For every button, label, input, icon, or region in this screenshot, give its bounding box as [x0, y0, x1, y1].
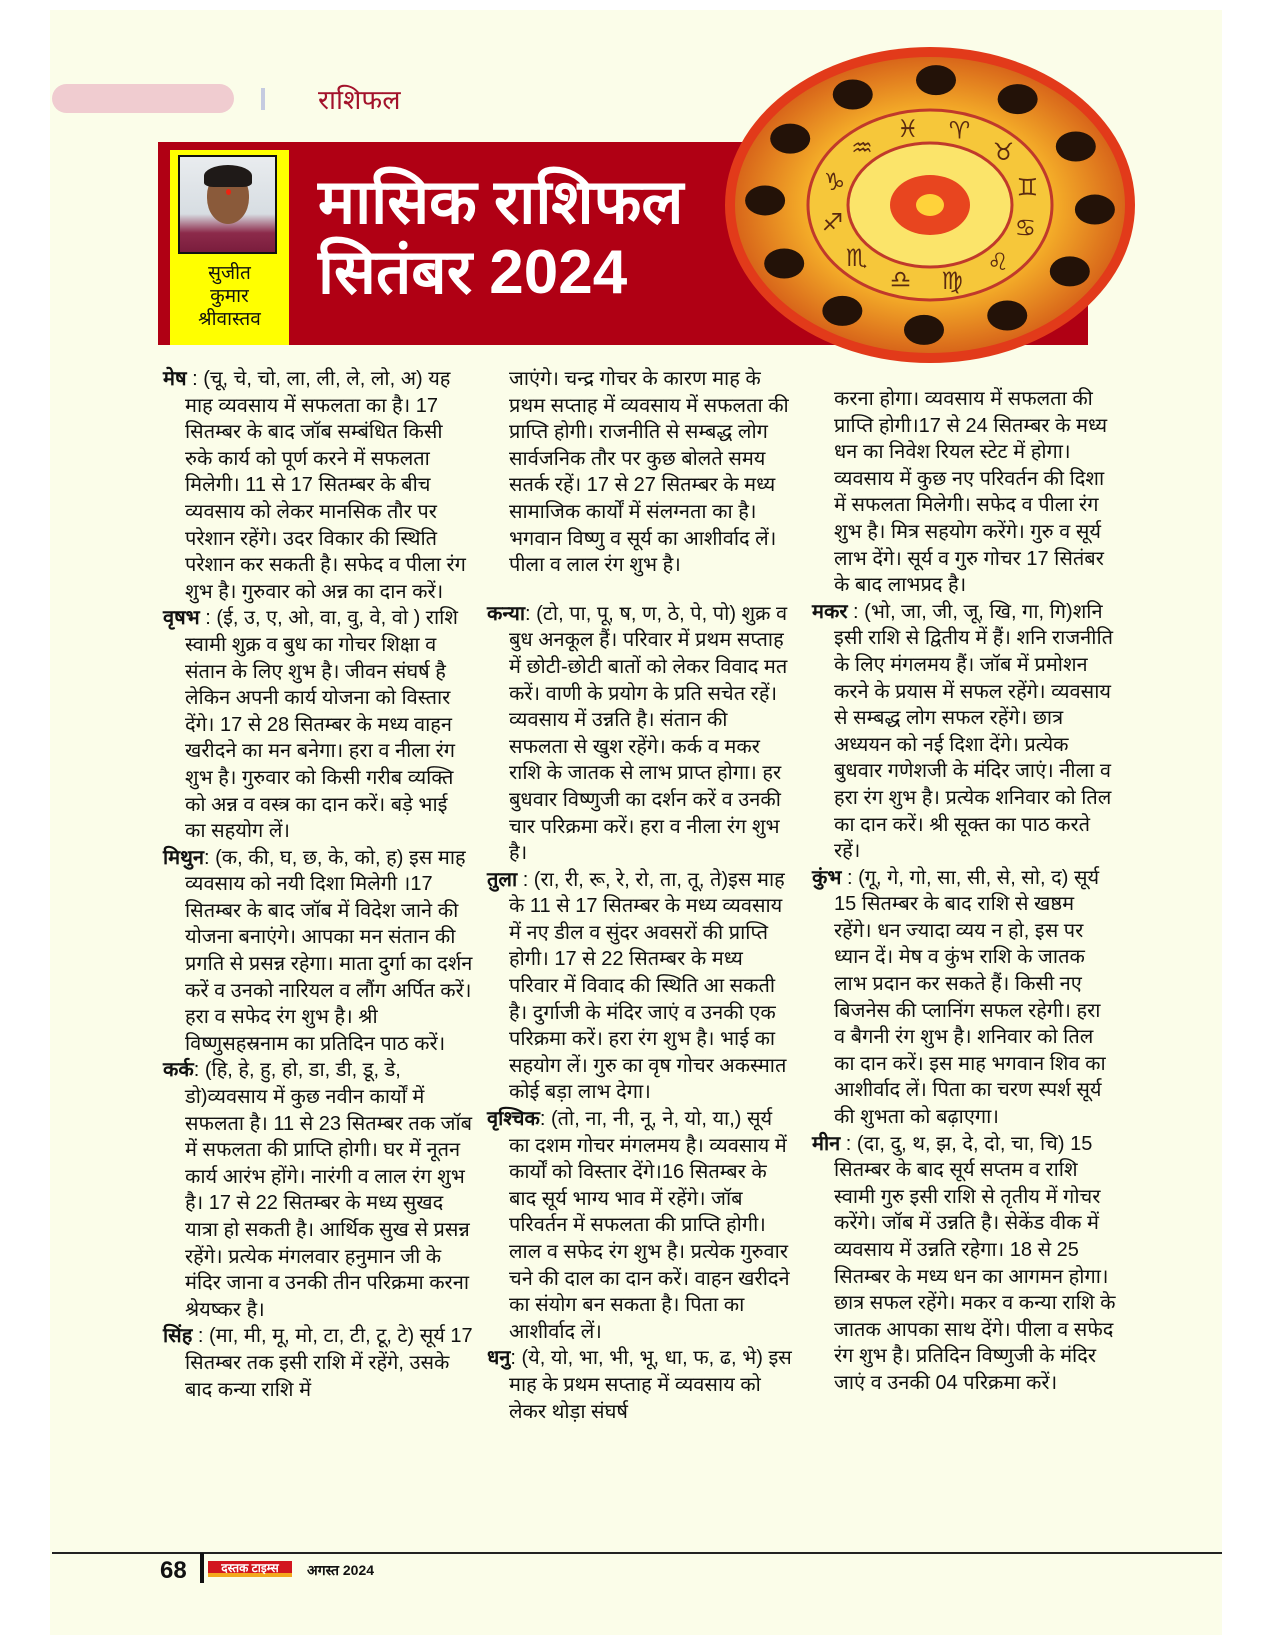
- rashi-dhanu: [487, 1345, 792, 1425]
- title-line-2: सितंबर 2024: [318, 238, 628, 307]
- rashi-tula: [487, 867, 792, 1106]
- rashi-label: तुला: [487, 868, 518, 891]
- rashi-text: : (चू, चे, चो, ला, ली, ले, लो, अ) यह माह व्यवसाय में सफलता का है। 17 सितम्बर के बाद जॉब सम्बंधित किसी रुके कार्य को पूर्ण करने में सफलता मिलेगी। 11 से 17 सितम्बर के बीच व्यवसाय को लेकर मानसिक तौर पर परेशान रहेंगे। उदर विकार की स्थिति परेशान कर सकती है। सफेद व पीला रंग शुभ है। गुरुवार को अन्न का दान करें।: [185, 368, 466, 603]
- title-line-1: मासिक राशिफल: [318, 168, 684, 237]
- zodiac-figure-4: [1050, 256, 1090, 286]
- rashi-label: सिंह: [163, 1325, 193, 1348]
- footer-rule: [52, 1552, 1222, 1554]
- rashi-makar: [812, 599, 1117, 865]
- rashi-label: कन्या: [487, 602, 526, 625]
- rashi-dhanu-continued: [812, 386, 1117, 599]
- section-title: राशिफल: [318, 85, 401, 115]
- rashi-vrishchik: [487, 1106, 792, 1345]
- zodiac-symbol-2: ♉: [992, 137, 1015, 166]
- column-3: [812, 386, 1117, 1397]
- header-divider: [261, 88, 265, 110]
- zodiac-figure-9: [745, 185, 785, 215]
- rashi-text: : (मा, मी, मू, मो, टा, टी, टू, टे) सूर्य 17 सितम्बर तक इसी राशि में रहेंगे, उसके बाद कन्या राशि में: [185, 1325, 473, 1401]
- zodiac-symbol-6: ♍: [941, 267, 963, 296]
- rashi-text: : (हि, हे, हु, हो, डा, डी, डू, डे, डो)व्यवसाय में कुछ नवीन कार्यों में सफलता है। 11 से 23 सितम्बर तक जॉब में सफलता की प्राप्ति होगी। घर में नूतन कार्य आरंभ होंगे। नारंगी व लाल रंग शुभ है। 17 से 22 सितम्बर के मध्य सुखद यात्रा हो सकती है। आर्थिक सुख से प्रसन्न रहेंगे। प्रत्येक मंगलवार हनुमान जी के मंदिर जाना व उनकी तीन परिक्रमा करना श्रेयष्कर है।: [185, 1059, 473, 1321]
- rashi-label: कुंभ: [812, 866, 842, 889]
- rashi-text: : (भो, जा, जी, जू, खि, गा, गि)शनि इसी राशि से द्वितीय में हैं। शनि राजनीति के लिए मंगलमय हैं। जॉब में प्रमोशन करने के प्रयास में सफल रहेंगे। व्यवसाय से सम्बद्ध लोग सफल रहेंगे। छात्र अध्ययन को नई दिशा देंगे। प्रत्येक बुधवार गणेशजी के मंदिर जाएं। नीला व हरा रंग शुभ है। प्रत्येक शनिवार को तिल का दान करें। श्री सूक्त का पाठ करते रहें।: [834, 600, 1114, 863]
- header-pill: [52, 84, 234, 113]
- author-last-name: श्रीवास्तव: [198, 309, 261, 330]
- page-number: 68: [160, 1557, 187, 1584]
- rashi-mithun: [163, 845, 473, 1058]
- rashi-label: मिथुन: [163, 846, 205, 869]
- rashi-text: : (गू, गे, गो, सा, सी, से, सो, द) सूर्य 15 सितम्बर के बाद राशि से खष्ठम रहेंगे। धन ज्यादा व्यय न हो, इस पर ध्यान दें। मेष व कुंभ राशि के जातक लाभ प्रदान कर सकते हैं। किसी नए बिजनेस की प्लानिंग सफल रहेगी। हरा व बैगनी रंग शुभ है। शनिवार को तिल का दान करें। इस माह भगवान शिव का आशीर्वाद लें। पिता का चरण स्पर्श सूर्य की शुभता को बढ़ाएगा।: [834, 866, 1106, 1129]
- rashi-text: : (क, की, घ, छ, के, को, ह) इस माह व्यवसाय को नयी दिशा मिलेगी ।17 सितम्बर के बाद जॉब में विदेश जाने की योजना बनाएंगे। आपका मन संतान की प्रगति से प्रसन्न रहेगा। माता दुर्गा का दर्शन करें व उनको नारियल व लौंग अर्पित करें। हरा व सफेद रंग शुभ है। श्री विष्णुसहस्रनाम का प्रतिदिन पाठ करें।: [185, 846, 473, 1055]
- author-middle-name: कुमार: [210, 286, 249, 307]
- author-name: [170, 262, 289, 331]
- rashi-mesh: [163, 366, 473, 605]
- rashi-text: : (रा, री, रू, रे, रो, ता, तू, ते)इस माह के 11 से 17 सितम्बर के मध्य व्यवसाय में नए डील व सुंदर अवसरों की प्राप्ति होगी। 17 से 22 सितम्बर के मध्य परिवार में विवाद की स्थिति आ सकती है। दुर्गाजी के मंदिर जाएं व उनकी एक परिक्रमा करें। हरा रंग शुभ है। भाई का सहयोग लें। गुरु का वृष गोचर अकस्मात कोई बड़ा लाभ देगा।: [509, 868, 787, 1104]
- zodiac-figure-2: [1056, 131, 1096, 161]
- rashi-sinh: [163, 1323, 473, 1403]
- rashi-label: वृषभ: [163, 607, 200, 630]
- rashi-label: धनु: [487, 1347, 511, 1370]
- zodiac-symbol-9: ♐: [821, 208, 844, 237]
- zodiac-symbol-3: ♊: [1016, 173, 1039, 202]
- zodiac-figure-8: [764, 249, 804, 279]
- zodiac-figure-6: [904, 315, 944, 345]
- magazine-logo: दस्तक टाइम्स: [208, 1561, 292, 1577]
- rashi-text: : (टो, पा, पू, ष, ण, ठे, पे, पो) शुक्र व बुध अनकूल हैं। परिवार में प्रथम सप्ताह में छोटी-छोटी बातों को लेकर विवाद मत करें। वाणी के प्रयोग के प्रति सचेत रहें। व्यवसाय में उन्नति है। संतान की सफलता से खुश रहेंगे। कर्क व मकर राशि के जातक से लाभ प्राप्त होगा। हर बुधवार विष्णुजी का दर्शन करें व उनकी चार परिक्रमा करें। हरा व नीला रंग शुभ है।: [509, 602, 788, 865]
- zodiac-figure-1: [998, 84, 1038, 114]
- zodiac-figure-3: [1075, 195, 1115, 225]
- rashi-vrishabh: [163, 605, 473, 844]
- zodiac-symbol-7: ♎: [889, 265, 912, 294]
- rashi-label: कर्क: [163, 1059, 194, 1082]
- zodiac-symbol-5: ♌: [987, 248, 1009, 277]
- rashi-sinh-continued: [487, 366, 792, 579]
- zodiac-symbol-10: ♑: [823, 167, 846, 196]
- rashi-text: जाएंगे। चन्द्र गोचर के कारण माह के प्रथम सप्ताह में व्यवसाय में सफलता की प्राप्ति होगी। राजनीति से सम्बद्ध लोग सार्वजनिक तौर पर कुछ बोलते समय सतर्क रहें। 17 से 27 सितम्बर के मध्य सामाजिक कार्यों में संलग्नता का है। भगवान विष्णु व सूर्य का आशीर्वाद लें। पीला व लाल रंग शुभ है।: [509, 368, 789, 577]
- zodiac-figure-10: [770, 124, 810, 154]
- author-first-name: सुजीत: [208, 263, 251, 284]
- zodiac-symbol-1: ♈: [948, 116, 971, 145]
- rashi-meen: [812, 1131, 1117, 1397]
- column-1: [163, 366, 473, 1403]
- zodiac-symbol-12: ♓: [897, 114, 919, 143]
- zodiac-figure-5: [987, 300, 1027, 330]
- rashi-label: वृश्चिक: [487, 1108, 540, 1131]
- zodiac-symbol-11: ♒: [851, 133, 873, 162]
- column-2: [487, 366, 792, 1425]
- zodiac-symbol-4: ♋: [1014, 214, 1037, 243]
- zodiac-figure-7: [822, 296, 862, 326]
- rashi-text: : (ये, यो, भा, भी, भू, धा, फ, ढ, भे) इस माह के प्रथम सप्ताह में व्यवसाय को लेकर थोड़ा संघर्ष: [509, 1347, 792, 1423]
- rashi-text: : (दा, दु, थ, झ, दे, दो, चा, चि) 15 सितम्बर के बाद सूर्य सप्तम व राशि स्वामी गुरु इसी राशि से तृतीय में गोचर करेंगे। जॉब में उन्नति है। सेकेंड वीक में व्यवसाय में उन्नति रहेगा। 18 से 25 सितम्बर के मध्य धन का आगमन होगा। छात्र सफल रहेंगे। मकर व कन्या राशि के जातक आपका साथ देंगे। पीला व सफेद रंग शुभ है। प्रतिदिन विष्णुजी के मंदिर जाएं व उनकी 04 परिक्रमा करें।: [834, 1132, 1116, 1394]
- zodiac-figure-11: [833, 80, 873, 110]
- issue-date: अगस्त 2024: [307, 1562, 375, 1578]
- zodiac-wheel-image: [720, 45, 1140, 365]
- rashi-label: मकर: [812, 600, 848, 623]
- rashi-kumbh: [812, 865, 1117, 1131]
- rashi-label: मीन: [812, 1132, 841, 1155]
- zodiac-figure-12: [916, 65, 956, 95]
- footer-divider: [200, 1553, 204, 1583]
- page-title: [318, 168, 683, 308]
- rashi-text: : (तो, ना, नी, नू, ने, यो, या,) सूर्य का दशम गोचर मंगलमय है। व्यवसाय में कार्यों को विस्तार देंगे।16 सितम्बर के बाद सूर्य भाग्य भाव में रहेंगे। जॉब परिवर्तन में सफलता की प्राप्ति होगी। लाल व सफेद रंग शुभ है। प्रत्येक गुरुवार चने की दाल का दान करें। वाहन खरीदने का संयोग बन सकता है। पिता का आशीर्वाद लें।: [509, 1108, 790, 1343]
- rashi-kark: [163, 1057, 473, 1323]
- zodiac-symbol-8: ♏: [845, 244, 868, 273]
- rashi-label: मेष: [163, 368, 187, 390]
- rashi-text: करना होगा। व्यवसाय में सफलता की प्राप्ति होगी।17 से 24 सितम्बर के मध्य धन का निवेश रियल स्टेट में होगा। व्यवसाय में कुछ नए परिवर्तन की दिशा में सफलता मिलेगी। सफेद व पीला रंग शुभ है। मित्र सहयोग करेंगे। गुरु व सूर्य लाभ देंगे। सूर्य व गुरु गोचर 17 सितंबर के बाद लाभप्रद है।: [834, 388, 1108, 597]
- rashi-kanya: [487, 601, 792, 867]
- rashi-text: : (ई, उ, ए, ओ, वा, वु, वे, वो ) राशि स्वामी शुक्र व बुध का गोचर शिक्षा व संतान के लिए शुभ है। जीवन संघर्ष है लेकिन अपनी कार्य योजना को विस्तार देंगे। 17 से 28 सितम्बर के मध्य वाहन खरीदने का मन बनेगा। हरा व नीला रंग शुभ है। गुरुवार को किसी गरीब व्यक्ति को अन्न व वस्त्र का दान करें। बड़े भाई का सहयोग लें।: [185, 607, 458, 843]
- author-photo: [178, 155, 277, 254]
